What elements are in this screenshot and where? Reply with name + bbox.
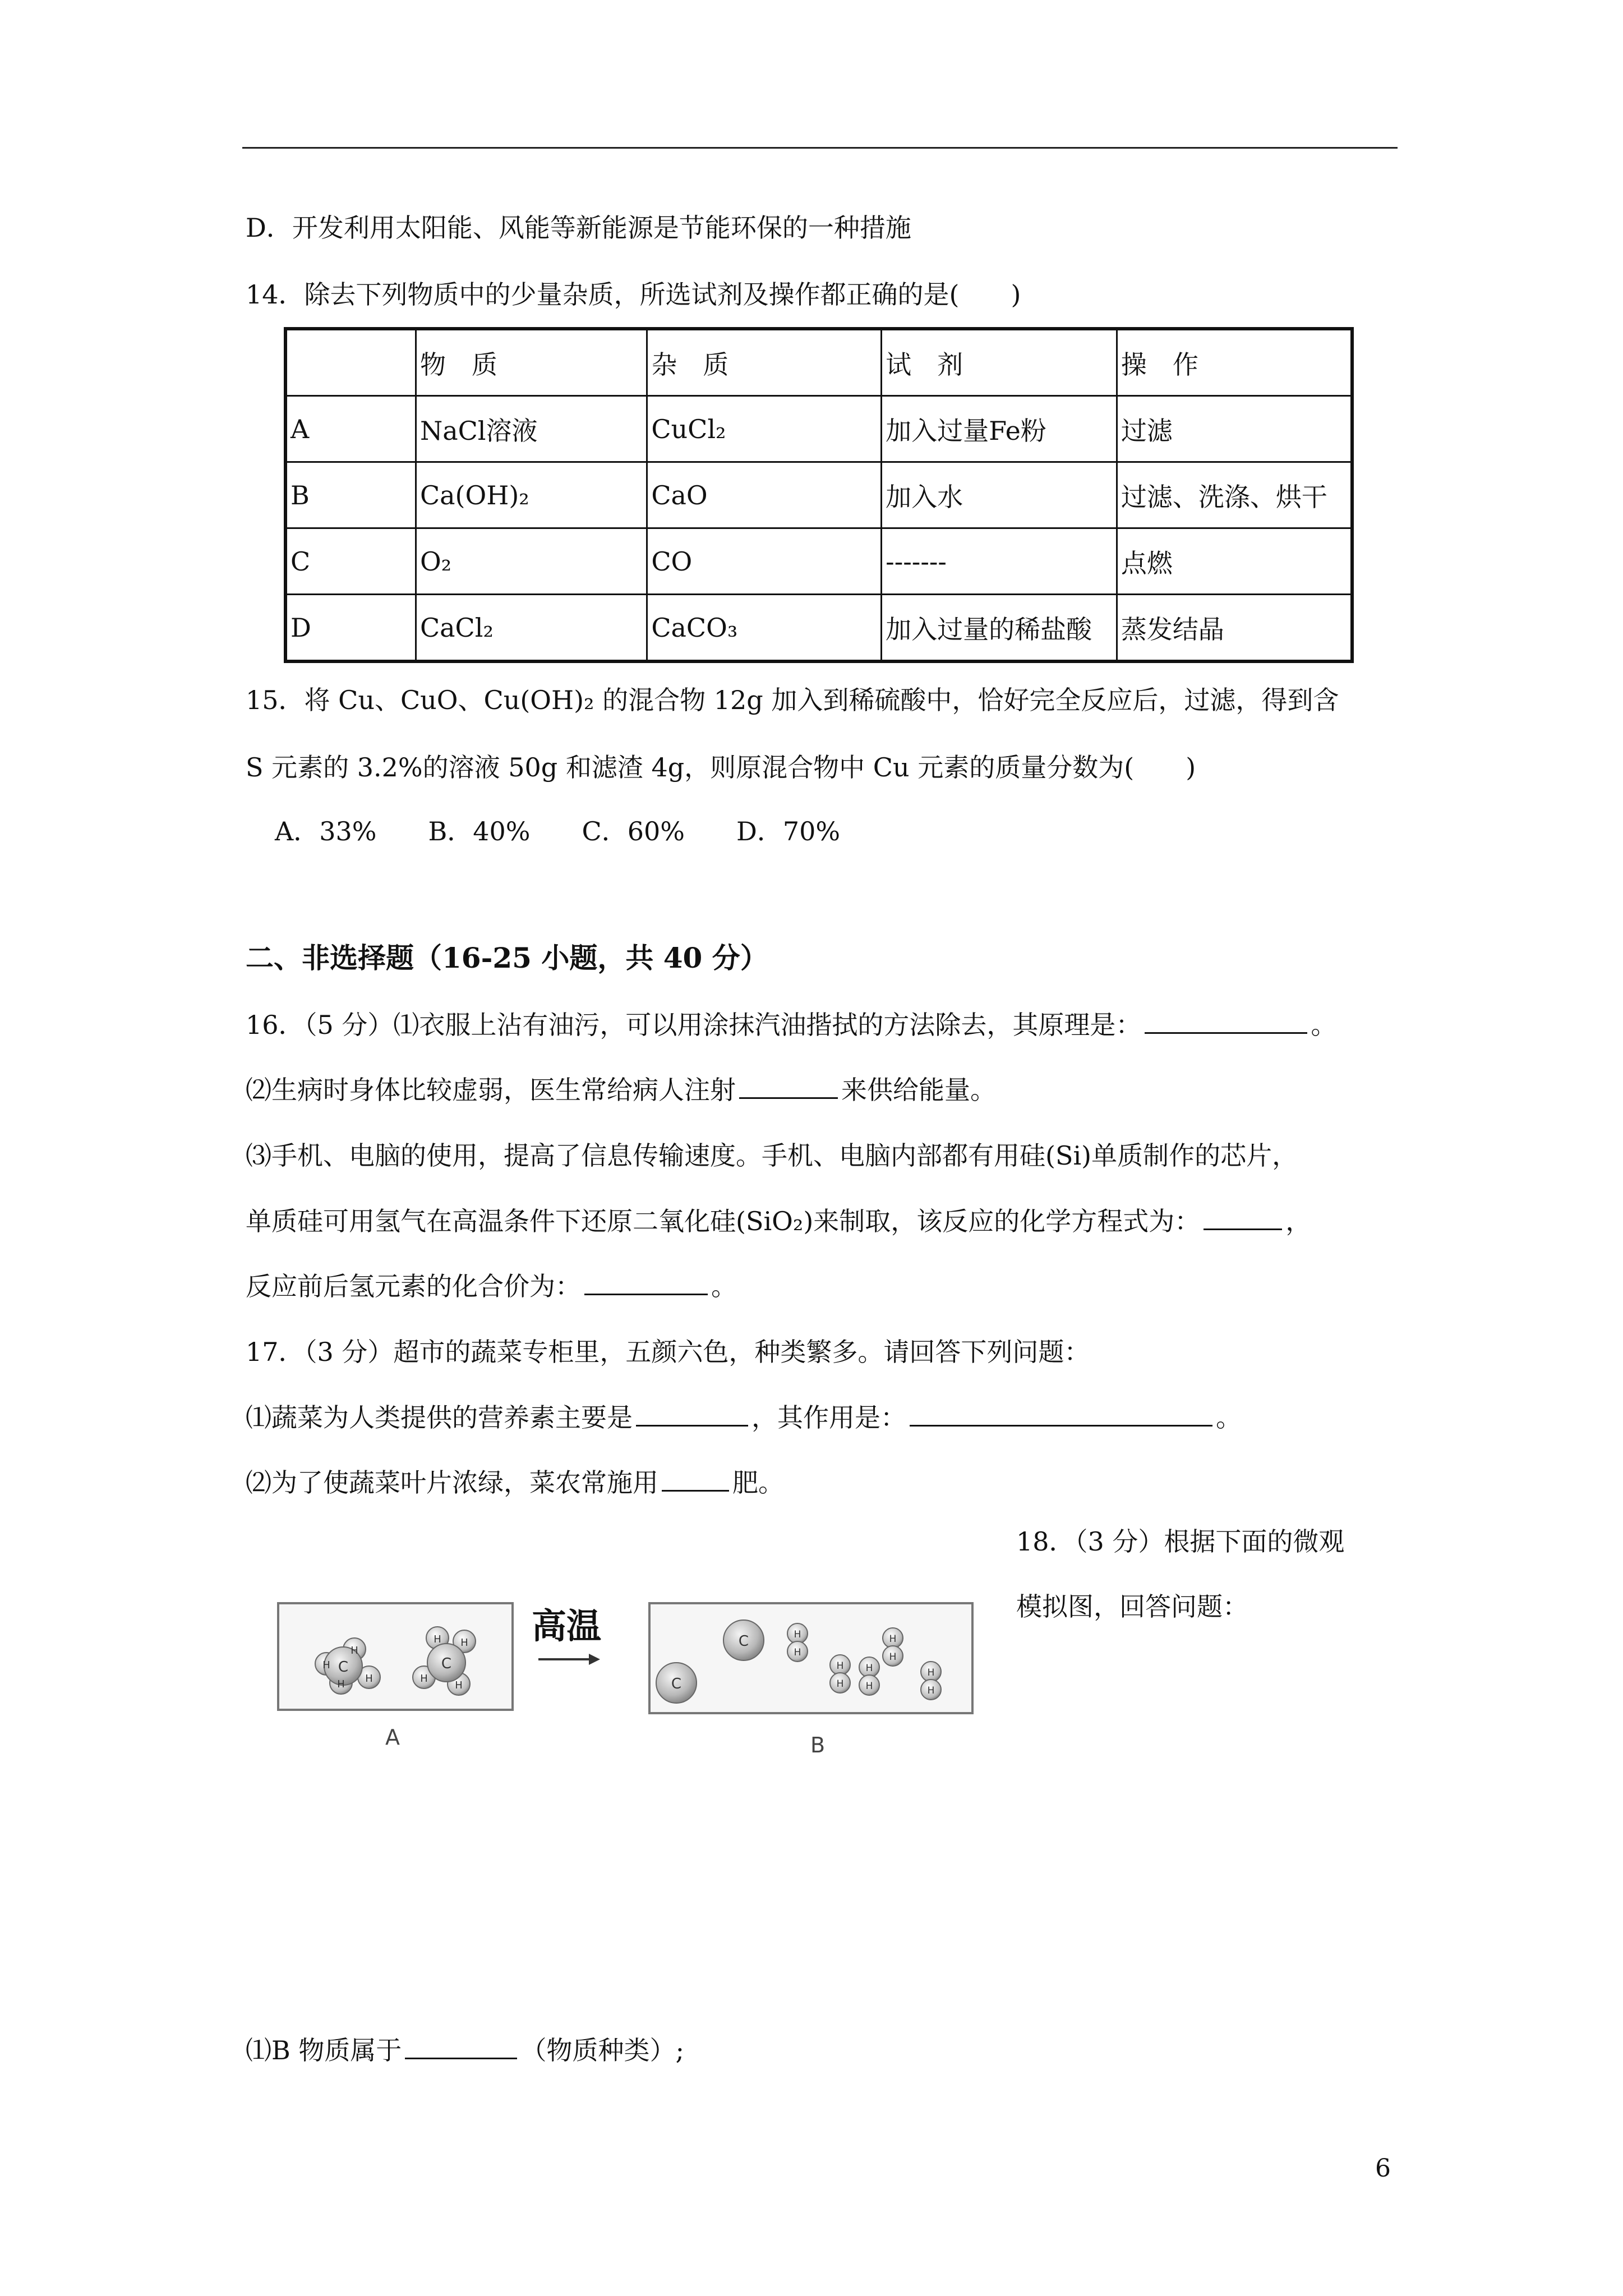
- q17-part2-text: ⑵为了使蔬菜叶片浓绿，菜农常施用: [246, 1467, 658, 1498]
- q18-part1: [246, 2033, 684, 2067]
- q16-part3-line3: [246, 1269, 737, 1303]
- atom-label: H: [322, 1659, 330, 1671]
- q17-stem: 17．（3 分）超市的蔬菜专柜里，五颜六色，种类繁多。请回答下列问题：: [246, 1337, 1090, 1367]
- atom-label: H: [927, 1685, 935, 1696]
- atom-label: H: [836, 1678, 844, 1690]
- answer-blank[interactable]: [405, 2033, 517, 2059]
- operation-cell: 蒸发结晶: [1117, 595, 1352, 662]
- q14-stem: 14．除去下列物质中的少量杂质，所选试剂及操作都正确的是( ): [246, 279, 1021, 310]
- table-row: [285, 528, 1352, 595]
- atom-label: C: [338, 1659, 349, 1676]
- atom-label: C: [441, 1655, 452, 1672]
- answer-blank[interactable]: [584, 1269, 708, 1295]
- q16-part3-line3-end: 。: [711, 1271, 737, 1301]
- operation-cell: 过滤、洗涤、烘干: [1117, 462, 1352, 528]
- impurity-cell: CO: [647, 528, 882, 595]
- carbon-atom: [656, 1663, 697, 1703]
- box-a: [278, 1603, 513, 1710]
- substance-cell: Ca(OH)₂: [416, 462, 647, 528]
- atom-label: C: [671, 1676, 682, 1692]
- answer-blank[interactable]: [739, 1073, 838, 1099]
- molecule-diagram: [275, 1593, 981, 1761]
- atom-label: H: [889, 1634, 897, 1645]
- q16-part3-end: ，: [1285, 1206, 1312, 1236]
- q17-part1-text: ⑴蔬菜为人类提供的营养素主要是: [246, 1402, 633, 1433]
- answer-blank[interactable]: [1204, 1204, 1282, 1230]
- atom-label: H: [420, 1673, 428, 1685]
- atom-label: H: [351, 1645, 358, 1657]
- q15-line1: 15．将 Cu、CuO、Cu(OH)₂ 的混合物 12g 加入到稀硫酸中，恰好完全反应后，过滤，得到含: [246, 685, 1339, 715]
- reaction-condition: 高温: [531, 1605, 602, 1646]
- q17-part2: [246, 1465, 784, 1499]
- q16-part3-line1: ⑶手机、电脑的使用，提高了信息传输速度。手机、电脑内部都有用硅(Si)单质制作的芯片，: [246, 1140, 1298, 1171]
- operation-cell: 过滤: [1117, 396, 1352, 462]
- q17-part1: [246, 1400, 1242, 1434]
- table-header-cell: 物 质: [416, 329, 647, 396]
- row-label: C: [285, 528, 416, 595]
- table-row: [285, 396, 1352, 462]
- q18-stem-line1: 18．（3 分）根据下面的微观: [1016, 1526, 1345, 1557]
- substance-cell: CaCl₂: [416, 595, 647, 662]
- q15-line2: S 元素的 3.2%的溶液 50g 和滤渣 4g，则原混合物中 Cu 元素的质量分数为( ): [246, 752, 1196, 783]
- row-label: D: [285, 595, 416, 662]
- q15-options: A．33% B．40% C．60% D．70%: [275, 816, 841, 846]
- page-number: 6: [1375, 2154, 1391, 2183]
- label-a: A: [385, 1725, 400, 1750]
- table-header-cell: 操 作: [1117, 329, 1352, 396]
- section-heading: 二、非选择题（16-25 小题，共 40 分）: [246, 941, 768, 974]
- reagent-cell: 加入水: [882, 462, 1117, 528]
- answer-blank[interactable]: [662, 1465, 729, 1492]
- atom-label: H: [865, 1663, 873, 1674]
- label-b: B: [810, 1733, 826, 1757]
- answer-blank[interactable]: [636, 1400, 748, 1427]
- impurity-cell: CaO: [647, 462, 882, 528]
- q16-part1-end: 。: [1311, 1010, 1337, 1040]
- q16-part1-text: 16．（5 分）⑴衣服上沾有油污，可以用涂抹汽油揩拭的方法除去，其原理是：: [246, 1010, 1142, 1040]
- atom-label: H: [434, 1634, 441, 1645]
- atom-label: H: [865, 1681, 873, 1692]
- q16-part1: [246, 1007, 1336, 1042]
- substance-cell: NaCl溶液: [416, 396, 647, 462]
- q16-part3-line3-text: 反应前后氢元素的化合价为：: [246, 1271, 581, 1301]
- q16-part2: [246, 1073, 996, 1107]
- q18-stem-line2: 模拟图，回答问题：: [1016, 1591, 1248, 1622]
- table-row: [285, 595, 1352, 662]
- q17-part1-end: 。: [1216, 1402, 1242, 1433]
- answer-blank[interactable]: [1145, 1007, 1307, 1034]
- q16-part2-end: 来供给能量。: [841, 1075, 996, 1105]
- row-label: A: [285, 396, 416, 462]
- carbon-atom: [723, 1620, 764, 1660]
- reaction-arrow-icon: [538, 1654, 600, 1665]
- atom-label: H: [365, 1673, 373, 1685]
- table-header-cell: 杂 质: [647, 329, 882, 396]
- q16-part3-text: 单质硅可用氢气在高温条件下还原二氧化硅(SiO₂)来制取，该反应的化学方程式为：: [246, 1206, 1201, 1236]
- impurity-cell: CaCO₃: [647, 595, 882, 662]
- atom-label: H: [794, 1647, 801, 1658]
- atom-label: H: [927, 1667, 935, 1678]
- q13-option-d: D．开发利用太阳能、风能等新能源是节能环保的一种措施: [246, 213, 911, 243]
- table-row: [285, 462, 1352, 528]
- impurity-cell: CuCl₂: [647, 396, 882, 462]
- header-rule: [242, 147, 1398, 149]
- table-header-row: [285, 329, 1352, 396]
- reagent-cell: 加入过量Fe粉: [882, 396, 1117, 462]
- q17-part1-mid: ，其作用是：: [751, 1402, 906, 1433]
- atom-label: H: [889, 1651, 897, 1663]
- table-header-cell: [285, 329, 416, 396]
- q18-part1-end: （物质种类）;: [520, 2035, 684, 2065]
- reagent-cell: -------: [882, 528, 1117, 595]
- impurity-table: [284, 327, 1354, 663]
- table-header-cell: 试 剂: [882, 329, 1117, 396]
- substance-cell: O₂: [416, 528, 647, 595]
- row-label: B: [285, 462, 416, 528]
- atom-label: H: [455, 1680, 463, 1691]
- atom-label: C: [738, 1633, 749, 1650]
- q17-part2-end: 肥。: [732, 1467, 784, 1498]
- q16-part2-text: ⑵生病时身体比较虚弱，医生常给病人注射: [246, 1075, 736, 1105]
- reagent-cell: 加入过量的稀盐酸: [882, 595, 1117, 662]
- operation-cell: 点燃: [1117, 528, 1352, 595]
- q18-part1-text: ⑴B 物质属于: [246, 2035, 402, 2065]
- q16-part3-line2: [246, 1204, 1311, 1238]
- atom-label: H: [836, 1660, 844, 1672]
- atom-label: H: [460, 1637, 468, 1649]
- atom-label: H: [337, 1678, 345, 1690]
- atom-label: H: [794, 1629, 801, 1640]
- answer-blank[interactable]: [910, 1400, 1212, 1427]
